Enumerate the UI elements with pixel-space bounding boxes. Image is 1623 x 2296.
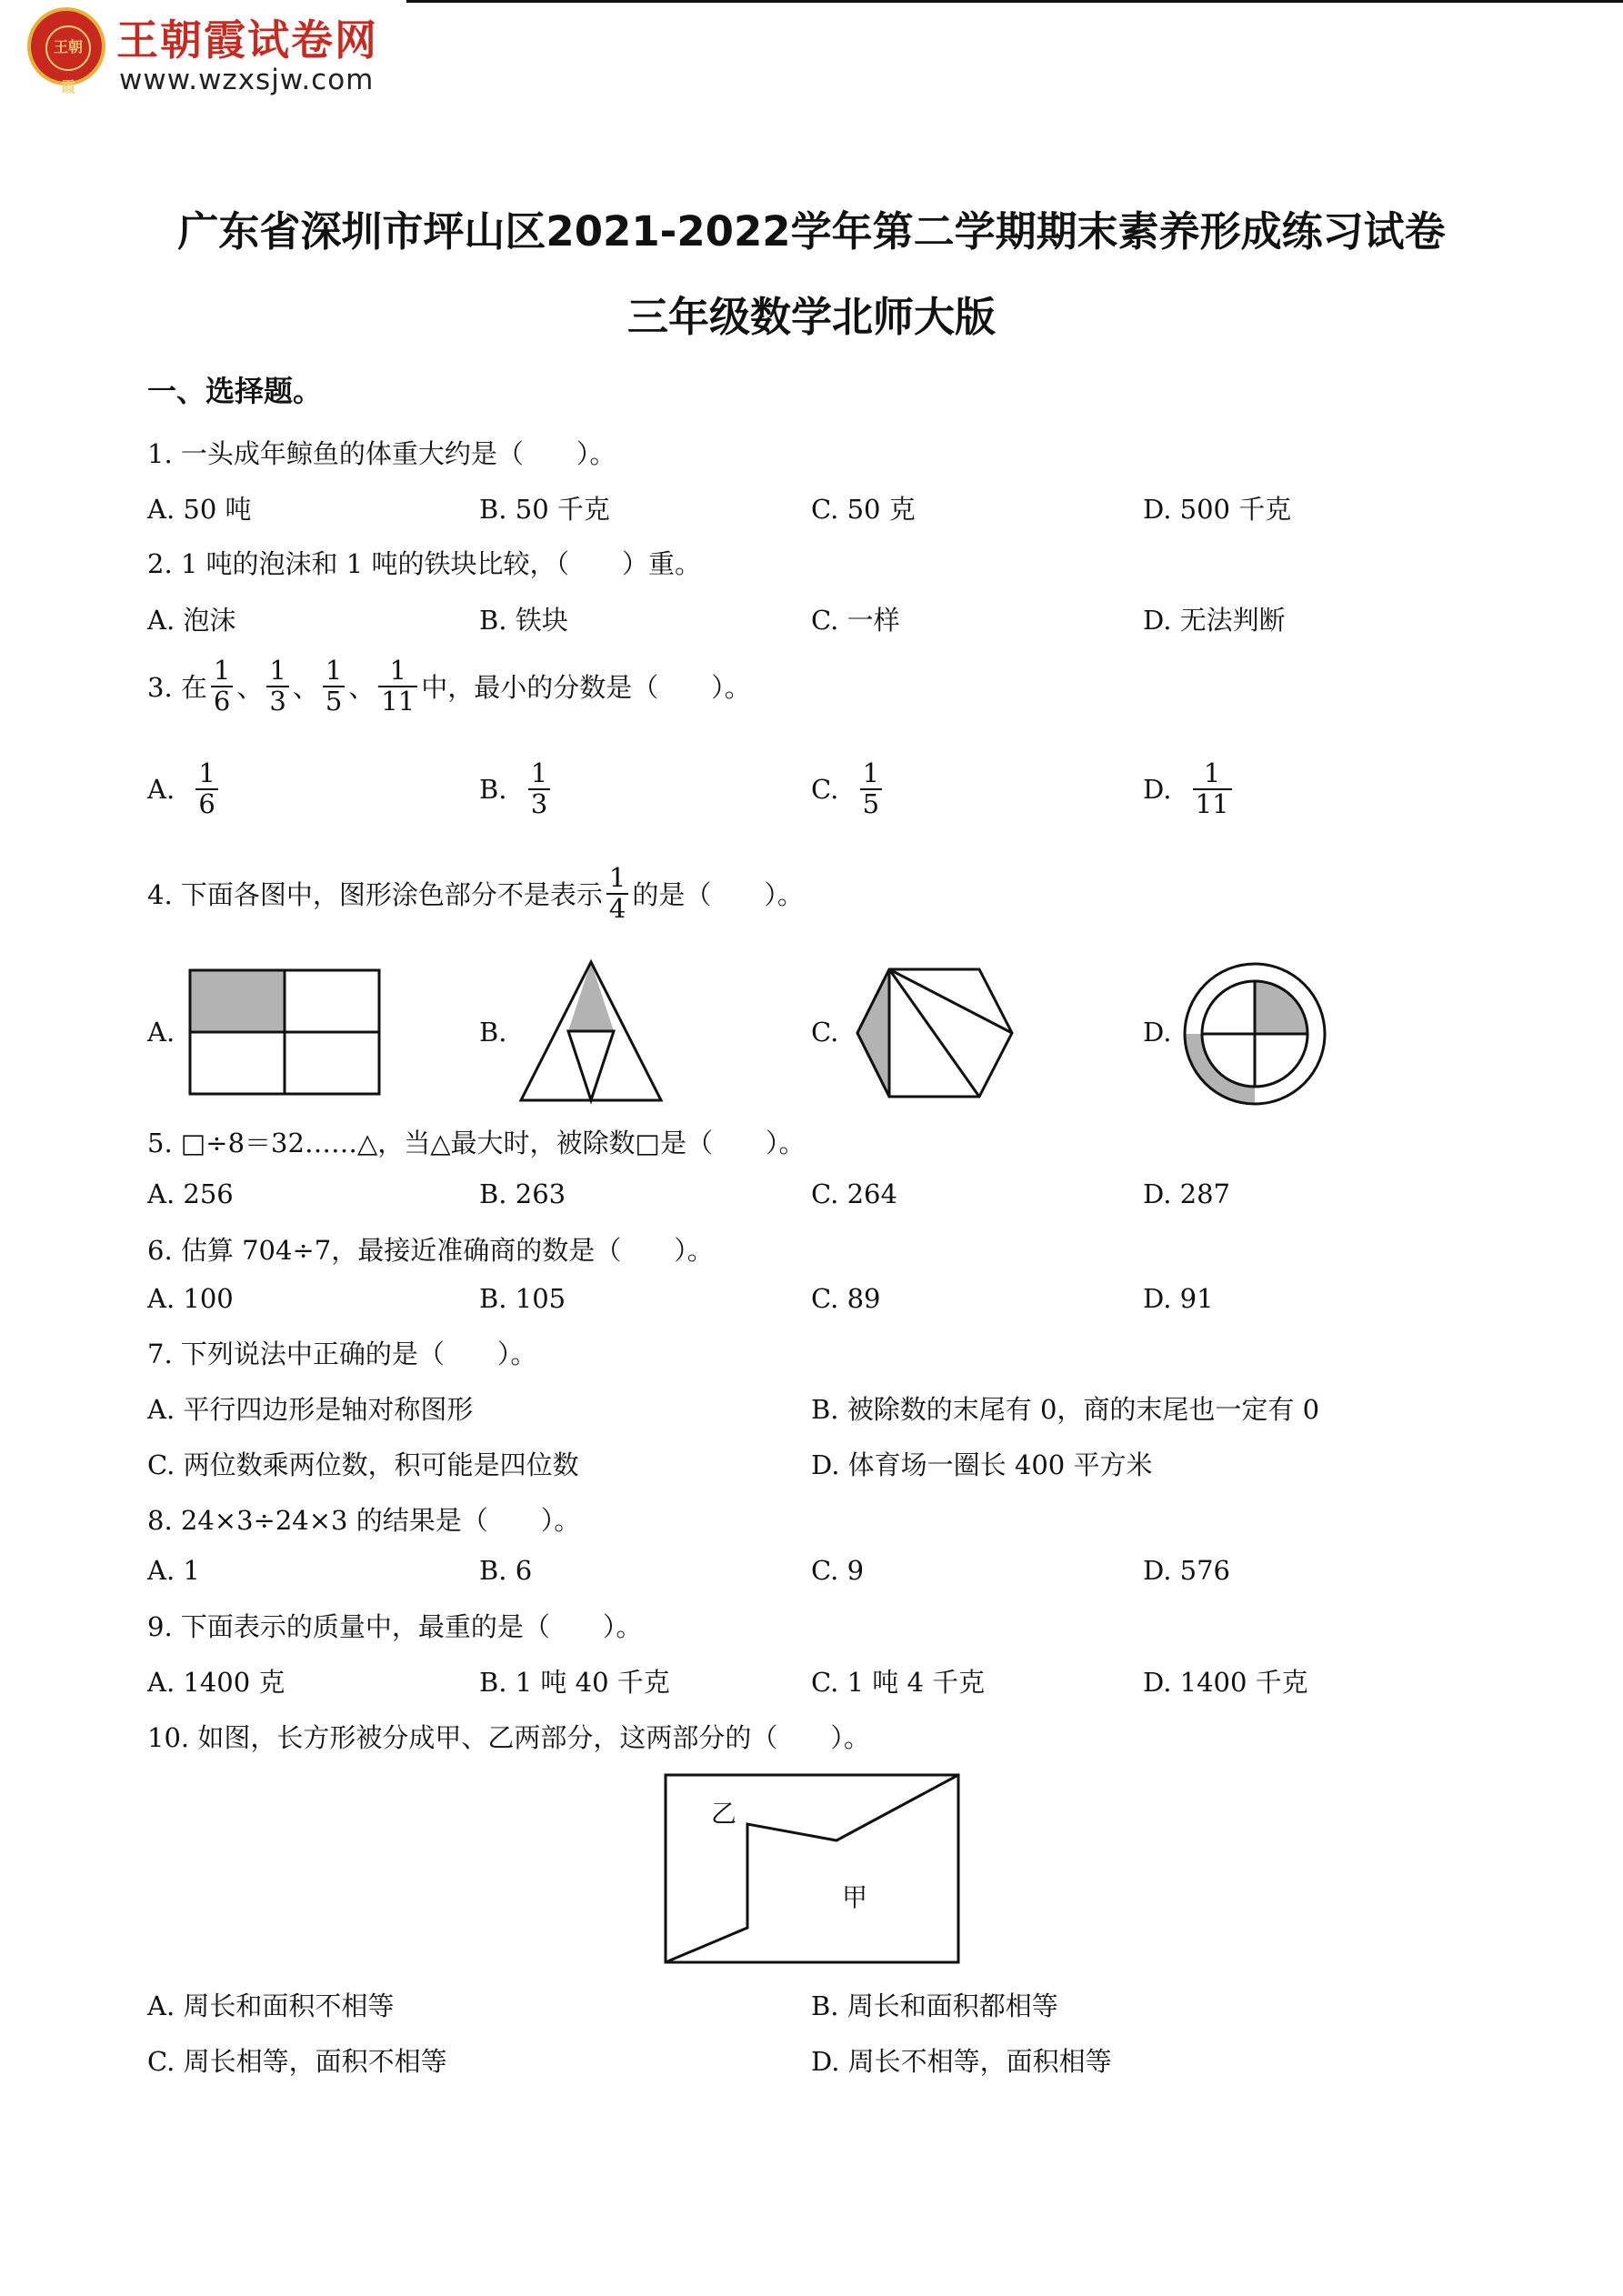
- q7-option-b: B. 被除数的末尾有 0，商的末尾也一定有 0: [811, 1394, 1320, 1425]
- q8-option-c: C. 9: [811, 1555, 865, 1586]
- logo-seal: [27, 7, 105, 95]
- q1-option-c: C. 50 克: [811, 494, 916, 525]
- q9-option-a: A. 1400 克: [147, 1667, 286, 1698]
- q6-option-b: B. 105: [479, 1283, 566, 1314]
- q3-option-d: D. $\frac{1}{11}$: [1143, 759, 1236, 819]
- q9-option-c: C. 1 吨 4 千克: [811, 1667, 986, 1698]
- q6-option-c: C. 89: [811, 1283, 881, 1314]
- q3-fraction-3: $\frac{1}{5}$: [323, 657, 345, 717]
- q4-figure-b: [518, 959, 664, 1103]
- q4-option-a-label: A.: [147, 1017, 175, 1048]
- q10-option-b: B. 周长和面积都相等: [811, 1990, 1058, 2021]
- label-yi: 乙: [711, 1799, 737, 1829]
- q3-option-c: C. $\frac{1}{5}$: [811, 759, 886, 819]
- q5-option-a: A. 256: [147, 1178, 234, 1209]
- q4-option-b-label: B.: [479, 1017, 507, 1048]
- shaded-quarter: [190, 970, 285, 1032]
- label-jia: 甲: [842, 1882, 868, 1912]
- q6-stem: 6. 估算 704÷7，最接近准确商的数是（ ）。: [147, 1235, 714, 1266]
- q4-option-c-label: C.: [811, 1017, 839, 1048]
- q2-option-a: A. 泡沫: [147, 605, 236, 636]
- q3-fraction-1: $\frac{1}{6}$: [211, 657, 233, 717]
- q5-option-b: B. 263: [479, 1178, 566, 1209]
- q3-fraction-2: $\frac{1}{3}$: [266, 657, 288, 717]
- q6-option-a: A. 100: [147, 1283, 234, 1314]
- q10-figure: [664, 1773, 962, 1966]
- q10-option-c: C. 周长相等，面积不相等: [147, 2046, 447, 2077]
- q7-stem: 7. 下列说法中正确的是（ ）。: [147, 1338, 537, 1369]
- doc-title: 广东省深圳市坪山区2021-2022学年第二学期期末素养形成练习试卷: [177, 207, 1446, 256]
- doc-subtitle: 三年级数学北师大版: [626, 293, 996, 341]
- q6-option-d: D. 91: [1143, 1283, 1214, 1314]
- q3-option-b: B. $\frac{1}{3}$: [479, 759, 554, 819]
- q8-option-a: A. 1: [147, 1555, 200, 1586]
- q9-option-d: D. 1400 千克: [1143, 1667, 1308, 1698]
- q4-figure-d: [1182, 961, 1327, 1107]
- q1-stem: 1. 一头成年鲸鱼的体重大约是（ ）。: [147, 438, 616, 469]
- q9-stem: 9. 下面表示的质量中，最重的是（ ）。: [147, 1611, 643, 1642]
- q3-fraction-4: $\frac{1}{11}$: [378, 657, 417, 717]
- q4-option-d-label: D.: [1143, 1017, 1172, 1048]
- q1-option-b: B. 50 千克: [479, 494, 610, 525]
- q7-option-a: A. 平行四边形是轴对称图形: [147, 1394, 474, 1425]
- q4-stem: 4. 下面各图中，图形涂色部分不是表示 $\frac{1}{4}$ 的是（ ）。: [147, 862, 804, 924]
- q10-stem: 10. 如图，长方形被分成甲、乙两部分，这两部分的（ ）。: [147, 1722, 870, 1753]
- q4-figure-c: [855, 967, 1014, 1099]
- q8-stem: 8. 24×3÷24×3 的结果是（ ）。: [147, 1505, 581, 1536]
- header-rule: [406, 0, 1623, 3]
- shaded-triangle: [568, 962, 614, 1031]
- logo-url: www.wzxsjw.com: [119, 64, 375, 96]
- q3-option-a: A. $\frac{1}{6}$: [147, 759, 222, 819]
- q8-option-d: D. 576: [1143, 1555, 1231, 1586]
- q3-stem: 3. 在 $\frac{1}{6}$ 、 $\frac{1}{3}$ 、 $\frac{1}{5}$ 、 $\frac{1}{11}$ 中，最小的分数是（ ）。: [147, 655, 751, 717]
- q9-option-b: B. 1 吨 40 千克: [479, 1667, 670, 1698]
- q7-option-d: D. 体育场一圈长 400 平方米: [811, 1449, 1153, 1480]
- q8-option-b: B. 6: [479, 1555, 533, 1586]
- q2-option-c: C. 一样: [811, 605, 900, 636]
- q4-fraction: $\frac{1}{4}$: [606, 864, 628, 924]
- q5-option-d: D. 287: [1143, 1178, 1231, 1209]
- q7-option-c: C. 两位数乘两位数，积可能是四位数: [147, 1449, 579, 1480]
- q1-option-a: A. 50 吨: [147, 494, 252, 525]
- q10-option-d: D. 周长不相等，面积相等: [811, 2046, 1112, 2077]
- q1-option-d: D. 500 千克: [1143, 494, 1292, 525]
- section-heading: 一、选择题。: [147, 374, 323, 408]
- logo-title: 王朝霞试卷网: [116, 15, 378, 65]
- q10-option-a: A. 周长和面积不相等: [147, 1990, 395, 2021]
- q5-stem: 5. □÷8＝32……△，当△最大时，被除数□是（ ）。: [147, 1128, 806, 1158]
- q5-option-c: C. 264: [811, 1178, 897, 1209]
- q2-option-b: B. 铁块: [479, 605, 568, 636]
- shaded-part: [857, 969, 889, 1097]
- q2-stem: 2. 1 吨的泡沫和 1 吨的铁块比较，（ ）重。: [147, 548, 701, 579]
- q4-figure-a: [188, 968, 382, 1096]
- q2-option-d: D. 无法判断: [1143, 605, 1286, 636]
- logo-seal-text: 王朝霞: [45, 25, 91, 71]
